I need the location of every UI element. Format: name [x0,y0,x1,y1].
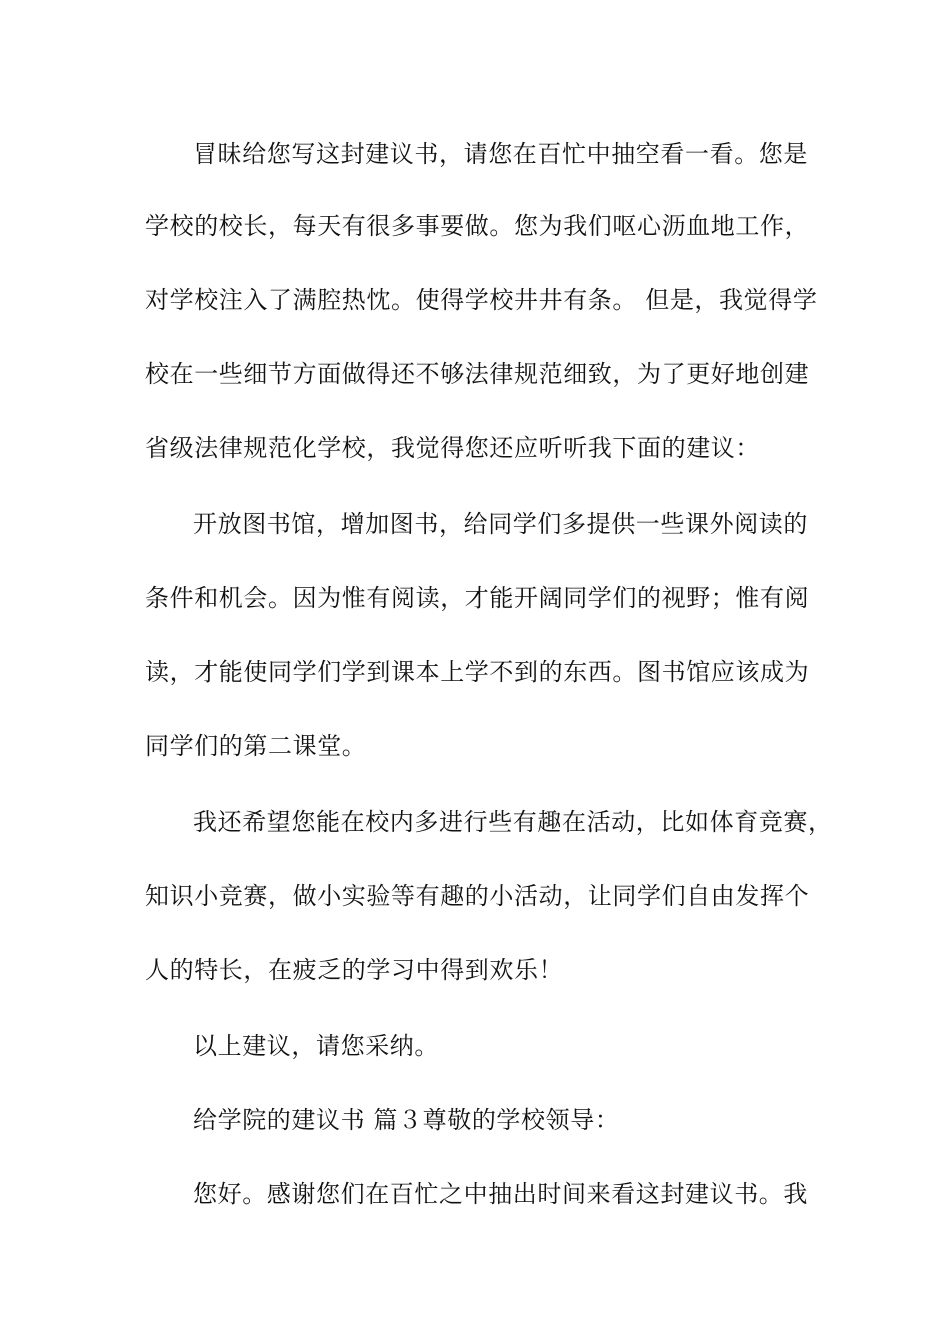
paragraph-line: 人的特长，在疲乏的学习中得到欢乐！ [145,956,564,984]
paragraph-line: 冒昧给您写这封建议书，请您在百忙中抽空看一看。您是 [193,140,808,168]
paragraph-line: 知识小竞赛，做小实验等有趣的小活动，让同学们自由发挥个 [145,882,810,910]
paragraph-line: 同学们的第二课堂。 [145,732,367,760]
paragraph-line: 校在一些细节方面做得还不够法律规范细致，为了更好地创建 [145,360,810,388]
paragraph-line: 您好。感谢您们在百忙之中抽出时间来看这封建议书。我 [193,1180,808,1208]
paragraph-line: 省级法律规范化学校，我觉得您还应听听我下面的建议： [145,434,760,462]
paragraph-line: 读，才能使同学们学到课本上学不到的东西。图书馆应该成为 [145,658,810,686]
paragraph-line: 我还希望您能在校内多进行些有趣在活动，比如体育竞赛， [193,808,833,836]
paragraph-line: 学校的校长，每天有很多事要做。您为我们呕心沥血地工作， [145,212,810,240]
paragraph-line: 开放图书馆，增加图书，给同学们多提供一些课外阅读的 [193,510,808,538]
paragraph-line: 给学院的建议书 篇３尊敬的学校领导： [193,1106,620,1134]
paragraph-line: 条件和机会。因为惟有阅读，才能开阔同学们的视野；惟有阅 [145,584,810,612]
paragraph-line: 以上建议，请您采纳。 [193,1032,439,1060]
paragraph-line: 对学校注入了满腔热忱。使得学校井井有条。 但是，我觉得学 [145,286,818,314]
